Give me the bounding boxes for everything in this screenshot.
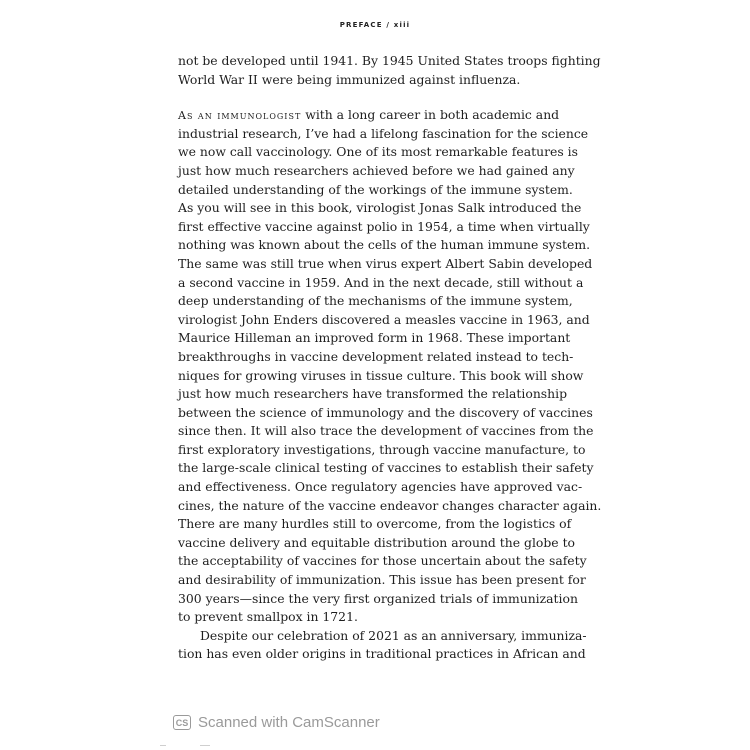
text-line: the large-scale clinical testing of vaccines to establish their safety <box>178 460 594 476</box>
text-line: Maurice Hilleman an improved form in 1968. These important <box>178 330 571 346</box>
watermark-text: Scanned with CamScanner <box>198 714 380 731</box>
text-line: since then. It will also trace the development of vaccines from the <box>178 423 594 439</box>
text-line: detailed understanding of the workings of the immune system. <box>178 181 573 197</box>
text-line: not be developed until 1941. By 1945 United States troops fighting <box>178 53 601 68</box>
text-line: nothing was known about the cells of the human immune system. <box>178 237 591 253</box>
camscanner-logo-icon: CS <box>173 715 191 730</box>
text-line: cines, the nature of the vaccine endeavor changes character again. <box>178 497 602 513</box>
text-line: vaccine delivery and equitable distribution around the globe to <box>178 534 576 550</box>
text-line: we now call vaccinology. One of its most remarkable features is <box>178 144 578 160</box>
text-line: virologist John Enders discovered a measles vaccine in 1963, and <box>178 311 590 327</box>
camscanner-watermark <box>173 714 380 731</box>
text-line: a second vaccine in 1959. And in the next decade, still without a <box>178 274 584 290</box>
text-line: tion has even older origins in traditional practices in African and <box>178 646 586 662</box>
text-line: Despite our celebration of 2021 as an anniversary, immuniza- <box>200 627 587 643</box>
paragraph-1 <box>178 52 601 89</box>
text-line: the acceptability of vaccines for those uncertain about the safety <box>178 553 587 569</box>
text-line: and effectiveness. Once regulatory agencies have approved vac- <box>178 479 583 495</box>
text-line: first effective vaccine against polio in 1954, a time when virtually <box>178 218 590 234</box>
text-line: World War II were being immunized against influenza. <box>178 71 521 87</box>
scan-artifact-marks <box>160 744 220 747</box>
section-break <box>178 89 528 106</box>
paragraph-3 <box>178 627 587 664</box>
paragraph-2 <box>178 106 602 627</box>
small-caps-lead: As an immunologist <box>178 109 302 123</box>
text-line: and desirability of immunization. This issue has been present for <box>178 572 586 588</box>
text-line: niques for growing viruses in tissue culture. This book will show <box>178 367 584 383</box>
running-head: PREFACE / xiii <box>339 21 411 29</box>
text-line: The same was still true when virus expert Albert Sabin developed <box>178 255 593 271</box>
text-line: breakthroughs in vaccine development related instead to tech- <box>178 348 574 364</box>
text-line <box>178 106 560 125</box>
text-line: industrial research, I’ve had a lifelong fascination for the science <box>178 125 589 141</box>
text-line: to prevent smallpox in 1721. <box>178 609 358 625</box>
text-line: just how much researchers have transformed the relationship <box>178 386 568 402</box>
text-line: 300 years—since the very first organized trials of immunization <box>178 590 578 606</box>
text-line: just how much researchers achieved before we had gained any <box>178 162 575 178</box>
text-line: between the science of immunology and the discovery of vaccines <box>178 404 593 420</box>
text-line: deep understanding of the mechanisms of the immune system, <box>178 293 573 309</box>
text-line: first exploratory investigations, through vaccine manufacture, to <box>178 441 586 457</box>
body-text <box>178 52 602 664</box>
text-line-rest: with a long career in both academic and <box>301 107 560 123</box>
text-line: As you will see in this book, virologist Jonas Salk introduced the <box>178 200 582 216</box>
text-line: There are many hurdles still to overcome, from the logistics of <box>178 516 572 532</box>
